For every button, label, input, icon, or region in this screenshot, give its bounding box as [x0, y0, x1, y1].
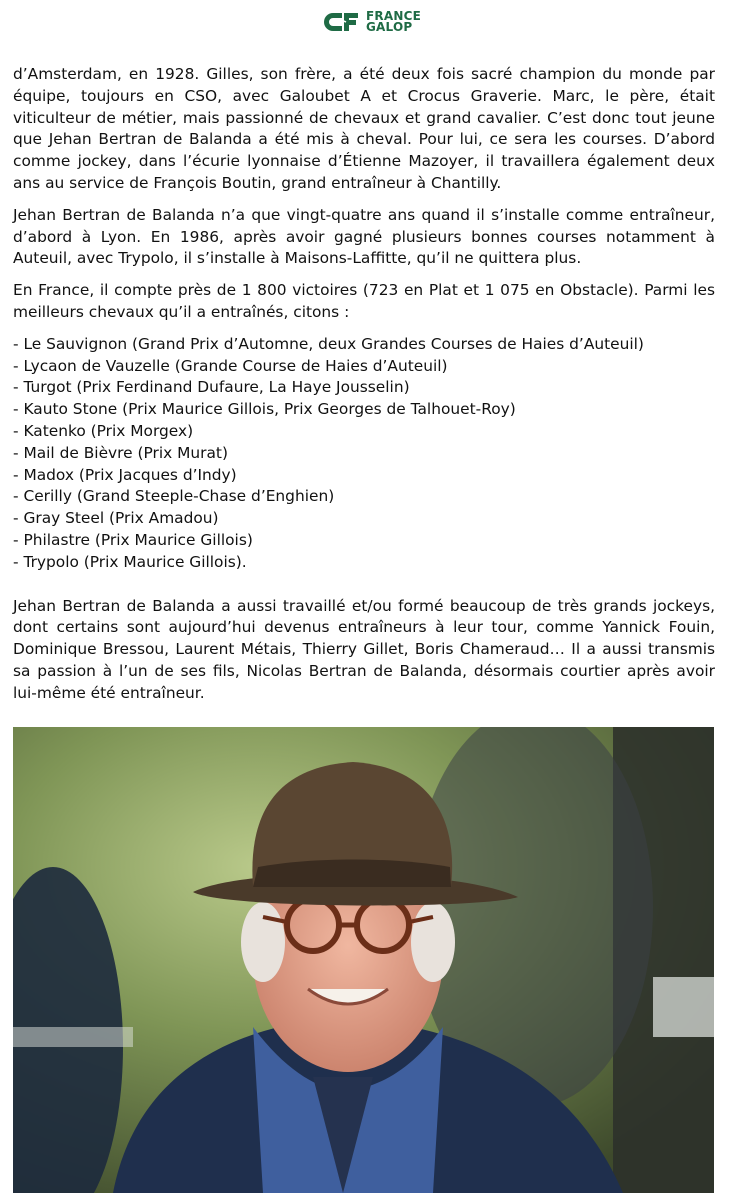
- paragraph-family: d’Amsterdam, en 1928. Gilles, son frère, a été deux fois sacré champion du monde par équipe, toujours en CSO, avec Galoubet A et Crocus Graverie. Marc, le père, était viticulteur de métier, mais passionné de chevaux et grand cavalier. C’est donc tout jeune que Jehan Bertran de Balanda a été mis à cheval. Pour lui, ce sera les courses. D’abord comme jockey, dans l’écurie lyonnaise d’Étienne Mazoyer, il travaillera également deux ans au service de François Boutin, grand entraîneur à Chantilly.: [13, 65, 715, 192]
- list-item: - Lycaon de Vauzelle (Grande Course de Haies d’Auteuil): [13, 356, 448, 375]
- list-item: - Turgot (Prix Ferdinand Dufaure, La Haye Jousselin): [13, 378, 410, 397]
- paragraph-career: Jehan Bertran de Balanda n’a que vingt-quatre ans quand il s’installe comme entraîneur, d’abord à Lyon. En 1986, après avoir gagné plusieurs bonnes courses notamment à Auteuil, avec Trypolo, il s’installe à Maisons-Laffitte, qu’il ne quittera plus.: [13, 205, 715, 268]
- list-item: - Katenko (Prix Morgex): [13, 421, 194, 440]
- list-item: - Cerilly (Grand Steeple-Chase d’Enghien): [13, 487, 335, 506]
- paragraph-jockeys: Jehan Bertran de Balanda a aussi travaillé et/ou formé beaucoup de très grands jockeys, dont certains sont aujourd’hui devenus entraîneurs à leur tour, comme Yannick Fouin, Dominique Bressou, Laurent Métais, Thierry Gillet, Boris Chameraud… Il a aussi transmis sa passion à l’un de ses fils, Nicolas Bertran de Balanda, désormais courtier après avoir lui-même été entraîneur.: [13, 596, 715, 702]
- logo-line-france: FRANCE: [366, 9, 421, 23]
- portrait-photo: [13, 727, 714, 1193]
- article-body: [13, 64, 715, 705]
- list-item: - Mail de Bièvre (Prix Murat): [13, 443, 228, 462]
- list-item: - Kauto Stone (Prix Maurice Gillois, Prix Georges de Talhouet-Roy): [13, 400, 516, 419]
- list-item: - Madox (Prix Jacques d’Indy): [13, 465, 237, 484]
- list-item: - Philastre (Prix Maurice Gillois): [13, 530, 253, 549]
- list-item: - Gray Steel (Prix Amadou): [13, 509, 219, 528]
- list-item: - Trypolo (Prix Maurice Gillois).: [13, 552, 247, 571]
- horse-emblem-icon: [322, 11, 360, 33]
- logo-text: [366, 11, 421, 33]
- logo-line-galop: GALOP: [366, 20, 413, 34]
- portrait-illustration: [13, 727, 714, 1193]
- paragraph-victories: En France, il compte près de 1 800 victoires (723 en Plat et 1 075 en Obstacle). Parmi les meilleurs chevaux qu’il a entraînés, citons :: [13, 281, 715, 321]
- france-galop-logo: [322, 11, 421, 33]
- header: [0, 0, 743, 60]
- list-item: - Le Sauvignon (Grand Prix d’Automne, deux Grandes Courses de Haies d’Auteuil): [13, 334, 644, 353]
- horses-list: [13, 334, 715, 574]
